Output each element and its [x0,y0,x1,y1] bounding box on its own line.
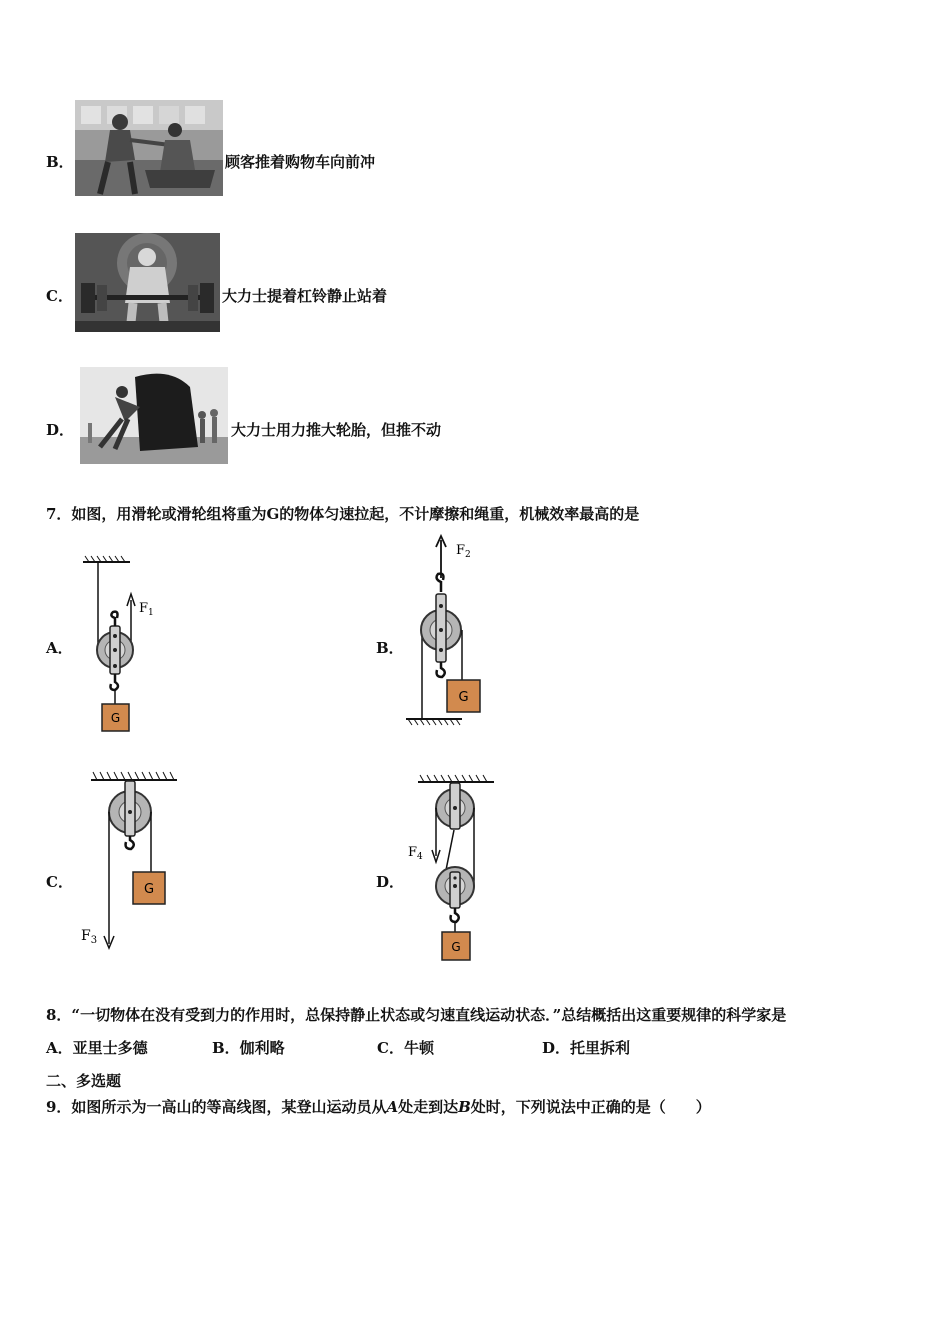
force-label-f3: $F_3$ [81,928,98,946]
weight-label-a: G [110,711,121,725]
option-b-text: 顾客推着购物车向前冲 [225,153,376,171]
force-label-f2: $F_2$ [456,543,471,560]
option-d-letter: D． [46,421,75,439]
q8-option-d: D．托里拆利 [542,1039,631,1057]
q7-option-b-letter: B． [376,639,404,657]
q8-option-a: A．亚里士多德 [46,1039,148,1057]
q8-option-c: C．牛顿 [377,1039,434,1057]
weight-label-d: G [451,940,461,954]
pulley-diagram-b [400,532,510,737]
q8-option-b: B．伽利略 [212,1039,285,1057]
question-8-stem: 8．“一切物体在没有受到力的作用时，总保持静止状态或匀速直线运动状态．”总结概括出这重要规律的科学家是 [46,1006,787,1024]
section-title: 二、多选题 [46,1072,122,1090]
shopping-cart-photo [75,100,223,196]
tire-pushing-photo [80,367,228,464]
question-7-stem: 7．如图，用滑轮或滑轮组将重为G的物体匀速拉起，不计摩擦和绳重，机械效率最高的是 [46,505,640,523]
force-label-f1: $F_1$ [139,601,154,618]
pulley-diagram-d [400,770,510,970]
q7-option-c-letter: C． [46,873,73,891]
option-d-text: 大力士用力推大轮胎，但推不动 [231,421,442,439]
q7-option-a-letter: A． [46,639,73,657]
weight-label-b: G [458,690,469,705]
barbell-lifter-photo [75,233,220,332]
force-label-f4: $F_4$ [408,845,423,862]
weight-label-c: G [143,882,155,897]
option-b-letter: B． [46,153,74,171]
question-9-stem: 9．如图所示为一高山的等高线图，某登山运动员从A处走到达B处时，下列说法中正确的是（ ） [46,1098,711,1116]
pulley-diagram-c [75,768,195,958]
pulley-diagram-a [75,550,185,740]
q7-option-d-letter: D． [376,873,405,891]
option-c-letter: C． [46,287,73,305]
option-c-text: 大力士提着杠铃静止站着 [222,287,388,305]
